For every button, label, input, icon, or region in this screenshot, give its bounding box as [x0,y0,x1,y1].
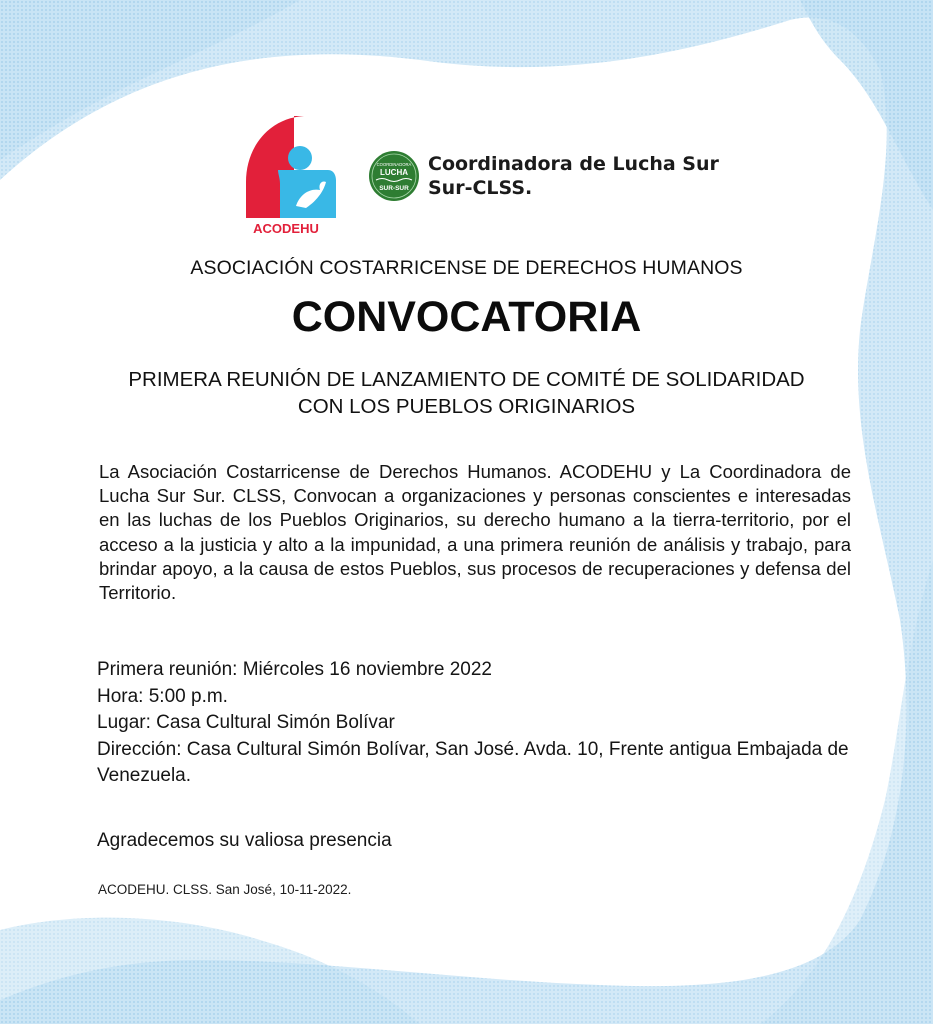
subtitle-line2: CON LOS PUEBLOS ORIGINARIOS [297,395,636,418]
clss-badge-mid: LUCHA [380,168,408,177]
clss-name-line1: Coordinadora de Lucha Sur [428,153,719,175]
clss-name-line2: Sur-CLSS. [428,177,533,199]
association-heading: ASOCIACIÓN COSTARRICENSE DE DERECHOS HUMANOS [190,257,743,279]
clss-badge-top: COORDINADORA [376,162,412,167]
subtitle-line1: PRIMERA REUNIÓN DE LANZAMIENTO DE COMITÉ DE SOLIDARIDAD [128,368,805,391]
clss-logo [368,150,420,202]
meeting-details [97,657,857,790]
footer-signature: ACODEHU. CLSS. San José, 10-11-2022. [98,882,352,897]
clss-badge-bottom: SUR-SUR [379,185,409,192]
meeting-place: Lugar: Casa Cultural Simón Bolívar [97,712,395,733]
subtitle [60,366,873,420]
clss-organization-name [428,152,719,200]
meeting-address: Dirección: Casa Cultural Simón Bolívar, San José. Avda. 10, Frente antigua Embajada de Venezuela. [97,738,849,786]
meeting-time: Hora: 5:00 p.m. [97,685,228,707]
invitation-paragraph: La Asociación Costarricense de Derechos Humanos. ACODEHU y La Coordinadora de Lucha Sur Sur. CLSS, Convocan a organizaciones y personas conscientes e interesadas en las luchas de los Pueblos Originarios, su derecho humano a la tierra-territorio, por el acceso a la justicia y alto a la impunidad, a una primera reunión de análisis y trabajo, para brindar apoyo, a la causa de estos Pueblos, sus procesos de recuperaciones y defensa del Territorio. [99,461,851,604]
meeting-date: Primera reunión: Miércoles 16 noviembre 2022 [97,659,492,680]
acodehu-logo [240,114,340,240]
thanks-text: Agradecemos su valiosa presencia [97,830,392,851]
page-title: CONVOCATORIA [291,293,642,341]
acodehu-label: ACODEHU [253,221,319,236]
